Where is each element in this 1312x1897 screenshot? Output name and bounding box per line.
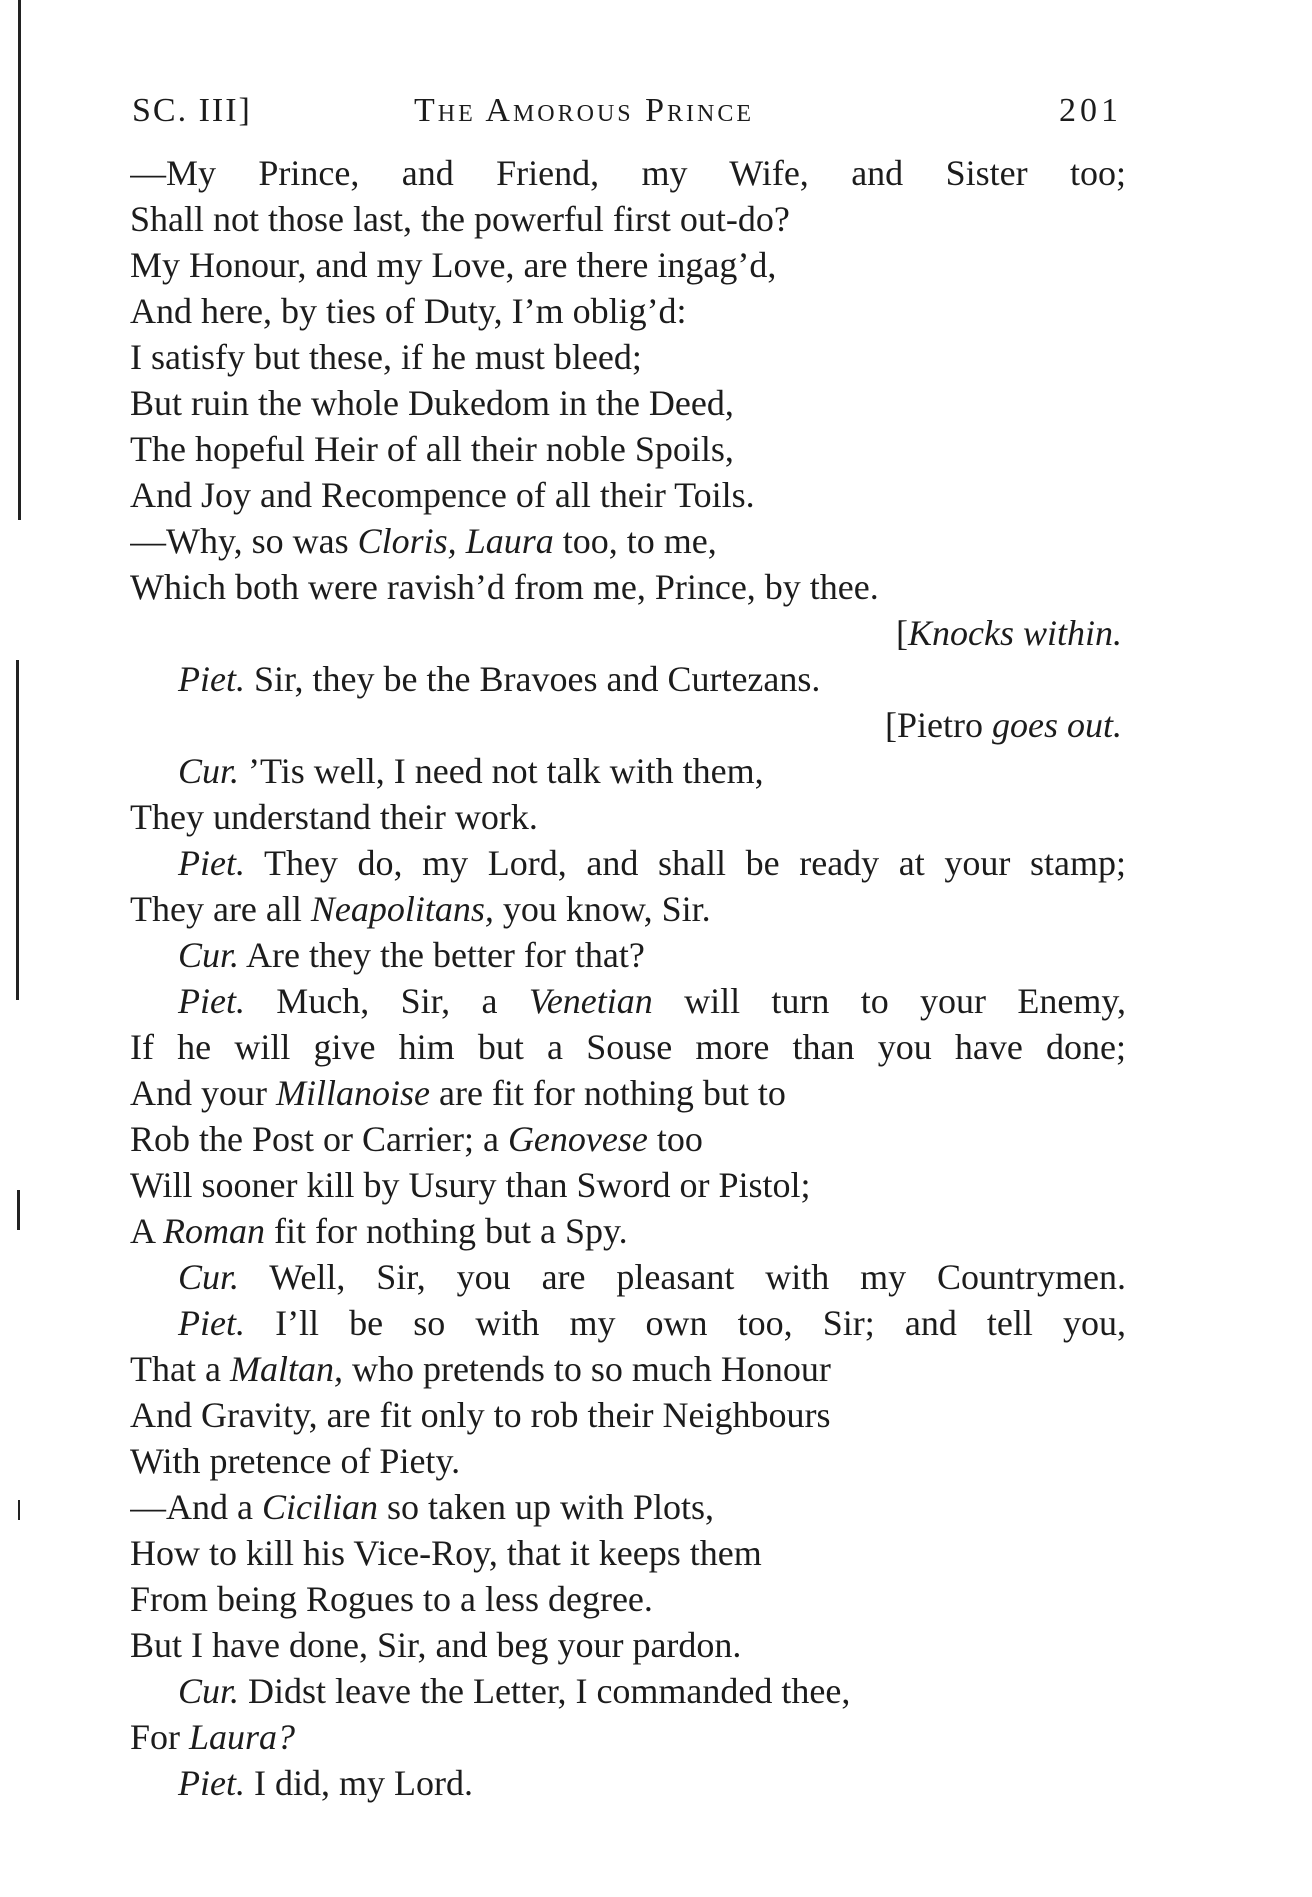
line-text: How to kill his Vice-Roy, that it keeps them	[130, 1533, 762, 1573]
stage-direction	[130, 702, 1126, 748]
line-text: The hopeful Heir of all their noble Spoils,	[130, 429, 734, 469]
verse-line	[130, 1530, 1126, 1576]
italic-text: Cicilian	[261, 1487, 378, 1527]
line-text: Shall not those last, the powerful first out-do?	[130, 199, 790, 239]
verse-line	[130, 518, 1126, 564]
line-text: Didst leave the Letter, I commanded thee,	[239, 1671, 851, 1711]
line-text: For	[130, 1717, 190, 1757]
speech-line	[130, 748, 1126, 794]
speech-line	[130, 1300, 1126, 1346]
line-text: [	[896, 613, 908, 653]
line-text: you know, Sir.	[493, 889, 711, 929]
line-text: will turn to your Enemy,	[652, 981, 1126, 1021]
line-text: I satisfy but these, if he must bleed;	[130, 337, 642, 377]
line-text: Will sooner kill by Usury than Sword or Pistol;	[130, 1165, 811, 1205]
line-text: —My Prince, and Friend, my Wife, and Sister too;	[130, 153, 1126, 193]
speaker-name: Piet.	[178, 659, 245, 699]
running-title: The Amorous Prince	[414, 92, 755, 129]
verse-line	[130, 564, 1126, 610]
speaker-name: Piet.	[178, 1303, 245, 1343]
line-text: But I have done, Sir, and beg your pardon.	[130, 1625, 742, 1665]
speaker-name: Cur.	[178, 935, 240, 975]
italic-text: Maltan,	[229, 1349, 343, 1389]
verse-line	[130, 380, 1126, 426]
line-text: —And a	[130, 1487, 262, 1527]
italic-text: goes out.	[992, 705, 1122, 745]
line-text: ’Tis well, I need not talk with them,	[239, 751, 764, 791]
verse-line	[130, 1392, 1126, 1438]
line-text: They are all	[130, 889, 311, 929]
stage-direction	[130, 610, 1126, 656]
line-text: Well, Sir, you are pleasant with my Countrymen.	[239, 1257, 1126, 1297]
speech-line	[130, 1668, 1126, 1714]
speaker-name: Cur.	[178, 751, 240, 791]
verse-line	[130, 1484, 1126, 1530]
binding-shadow	[18, 0, 21, 520]
line-text: They do, my Lord, and shall be ready at your stamp;	[244, 843, 1126, 883]
verse-line	[130, 794, 1126, 840]
line-text: A	[130, 1211, 164, 1251]
verse-line	[130, 196, 1126, 242]
line-text: Are they the better for that?	[239, 935, 645, 975]
line-text: are fit for nothing but to	[429, 1073, 786, 1113]
speech-line	[130, 932, 1126, 978]
verse-line	[130, 150, 1126, 196]
page-number: 201	[1059, 92, 1122, 129]
binding-margin-marks	[0, 0, 40, 1897]
speaker-name: Cur.	[178, 1671, 240, 1711]
line-text: And your	[130, 1073, 276, 1113]
verse-line	[130, 1070, 1126, 1116]
verse-line	[130, 1622, 1126, 1668]
italic-text: Venetian	[528, 981, 653, 1021]
line-text: who pretends to so much Honour	[342, 1349, 831, 1389]
verse-line	[130, 334, 1126, 380]
line-text: —Why, so was	[130, 521, 358, 561]
binding-shadow	[17, 1190, 20, 1230]
speaker-name: Piet.	[178, 1763, 245, 1803]
line-text: Which both were ravish’d from me, Prince, by thee.	[130, 567, 879, 607]
line-text: That a	[130, 1349, 230, 1389]
line-text: I’ll be so with my own too, Sir; and tell you,	[244, 1303, 1126, 1343]
speech-line	[130, 840, 1126, 886]
speaker-name: Piet.	[178, 981, 245, 1021]
speech-line	[130, 1760, 1126, 1806]
verse-line	[130, 1346, 1126, 1392]
line-text: And Gravity, are fit only to rob their Neighbours	[130, 1395, 831, 1435]
line-text: fit for nothing but a Spy.	[265, 1211, 628, 1251]
italic-text: Neapolitans,	[310, 889, 494, 929]
verse-line	[130, 1024, 1126, 1070]
line-text: too	[647, 1119, 703, 1159]
italic-text: Laura	[465, 521, 554, 561]
verse-line	[130, 886, 1126, 932]
play-text	[130, 150, 1126, 1806]
verse-line	[130, 1576, 1126, 1622]
scene-marker: SC. III]	[132, 92, 252, 129]
verse-line	[130, 1208, 1126, 1254]
verse-line	[130, 472, 1126, 518]
binding-shadow	[18, 1500, 20, 1520]
italic-text: Roman	[163, 1211, 266, 1251]
line-text: Much, Sir, a	[244, 981, 529, 1021]
speech-line	[130, 1254, 1126, 1300]
line-text: [Pietro	[885, 705, 992, 745]
line-text: Sir, they be the Bravoes and Curtezans.	[244, 659, 821, 699]
line-text: so taken up with Plots,	[377, 1487, 714, 1527]
line-text: Rob the Post or Carrier; a	[130, 1119, 508, 1159]
line-text: And here, by ties of Duty, I’m oblig’d:	[130, 291, 687, 331]
verse-line	[130, 426, 1126, 472]
line-text: With pretence of Piety.	[130, 1441, 461, 1481]
verse-line	[130, 242, 1126, 288]
line-text: too, to me,	[553, 521, 717, 561]
line-text: My Honour, and my Love, are there ingag’d,	[130, 245, 777, 285]
verse-line	[130, 1116, 1126, 1162]
line-text	[457, 521, 466, 561]
italic-text: Cloris,	[357, 521, 457, 561]
verse-line	[130, 1714, 1126, 1760]
line-text: They understand their work.	[130, 797, 538, 837]
italic-text: Millanoise	[276, 1073, 430, 1113]
line-text: And Joy and Recompence of all their Toils.	[130, 475, 755, 515]
speech-line	[130, 978, 1126, 1024]
italic-text: Genovese	[507, 1119, 648, 1159]
line-text: From being Rogues to a less degree.	[130, 1579, 653, 1619]
speaker-name: Cur.	[178, 1257, 240, 1297]
italic-text: Laura?	[189, 1717, 296, 1757]
verse-line	[130, 288, 1126, 334]
binding-shadow	[16, 660, 19, 1000]
verse-line	[130, 1162, 1126, 1208]
italic-text: Knocks within.	[908, 613, 1122, 653]
speaker-name: Piet.	[178, 843, 245, 883]
line-text: If he will give him but a Souse more than you have done;	[130, 1027, 1126, 1067]
running-header	[132, 92, 1122, 136]
line-text: I did, my Lord.	[244, 1763, 473, 1803]
verse-line	[130, 1438, 1126, 1484]
line-text: But ruin the whole Dukedom in the Deed,	[130, 383, 734, 423]
speech-line	[130, 656, 1126, 702]
